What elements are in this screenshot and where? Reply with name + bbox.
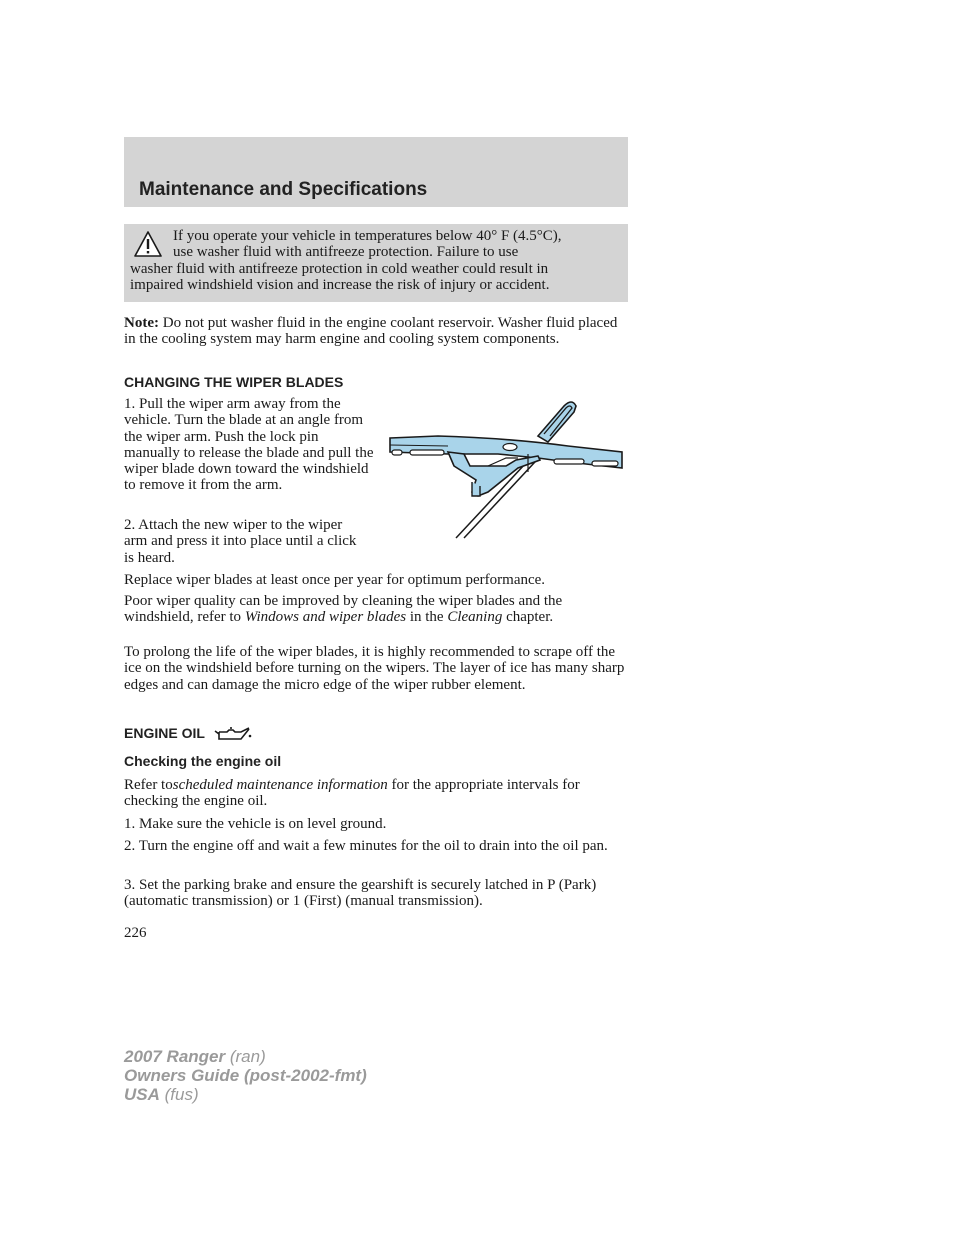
quality-text: Poor wiper quality can be improved by cleaning the wiper blades and the windshield, refer to [124, 593, 563, 626]
checking-oil-subheading: Checking the engine oil [124, 753, 282, 769]
refer-text: for the appropriate intervals for checking the engine oil. [124, 777, 580, 810]
warning-line: If you operate your vehicle in temperatures below 40° F (4.5°C), [173, 228, 562, 244]
quality-text: in the [406, 609, 448, 626]
wiper-quality-paragraph [124, 593, 630, 626]
wiper-section-heading: CHANGING THE WIPER BLADES [124, 374, 344, 390]
scheduled-maintenance-reference: scheduled maintenance information [172, 777, 388, 793]
replace-paragraph: Replace wiper blades at least once per year for optimum performance. [124, 572, 546, 588]
wiper-step-2: 2. Attach the new wiper to the wiper arm and press it into place until a click is heard. [124, 517, 357, 566]
section-title: Maintenance and Specifications [139, 179, 428, 200]
warning-line: impaired windshield vision and increase the risk of injury or accident. [130, 276, 550, 293]
wiper-step-1: 1. Pull the wiper arm away from the vehicle. Turn the blade at an angle from the wiper arm. Push the lock pin manually to release the blade and pull the wiper blade down toward the windshield to remove it from the arm. [124, 396, 374, 494]
note-paragraph [124, 315, 630, 348]
cleaning-reference: Cleaning [447, 609, 503, 626]
warning-line: washer fluid with antifreeze protection in cold weather could result in [130, 260, 549, 277]
wiper-blade-illustration [388, 396, 624, 542]
refer-paragraph [124, 777, 630, 810]
note-label: Note: [124, 315, 159, 331]
note-text: Do not put washer fluid in the engine coolant reservoir. Washer fluid placed in the cooling system may harm engine and cooling system components. [124, 315, 618, 348]
footer-model-code: (ran) [225, 1047, 266, 1066]
warning-box [124, 224, 628, 302]
section-header-band [124, 137, 628, 207]
engine-oil-heading-text: ENGINE OIL [124, 725, 205, 741]
oil-step-1: 1. Make sure the vehicle is on level ground. [124, 816, 387, 832]
footer-market: USA [124, 1085, 160, 1104]
windows-wiper-reference: Windows and wiper blades [244, 609, 407, 626]
footer-market-code: (fus) [159, 1085, 199, 1104]
footer-guide: Owners Guide (post-2002-fmt) [124, 1066, 367, 1085]
quality-text: chapter. [502, 609, 554, 626]
warning-text [130, 228, 620, 293]
oil-step-2: 2. Turn the engine off and wait a few minutes for the oil to drain into the oil pan. [124, 838, 608, 854]
page-number: 226 [124, 925, 147, 941]
prolong-paragraph: To prolong the life of the wiper blades, it is highly recommended to scrape off the ice on the windshield before turning on the wipers. The layer of ice has many sharp edges and can damage the micro edge of the wiper rubber element. [124, 644, 625, 693]
oil-can-icon [213, 725, 253, 741]
footer-model: 2007 Ranger [124, 1047, 226, 1066]
warning-line: use washer fluid with antifreeze protection. Failure to use [173, 244, 519, 261]
engine-oil-heading [124, 722, 249, 741]
refer-text: Refer to [124, 777, 173, 793]
document-footer [124, 1047, 367, 1104]
oil-step-3: 3. Set the parking brake and ensure the gearshift is securely latched in P (Park) (automatic transmission) or 1 (First) (manual transmission). [124, 877, 597, 910]
